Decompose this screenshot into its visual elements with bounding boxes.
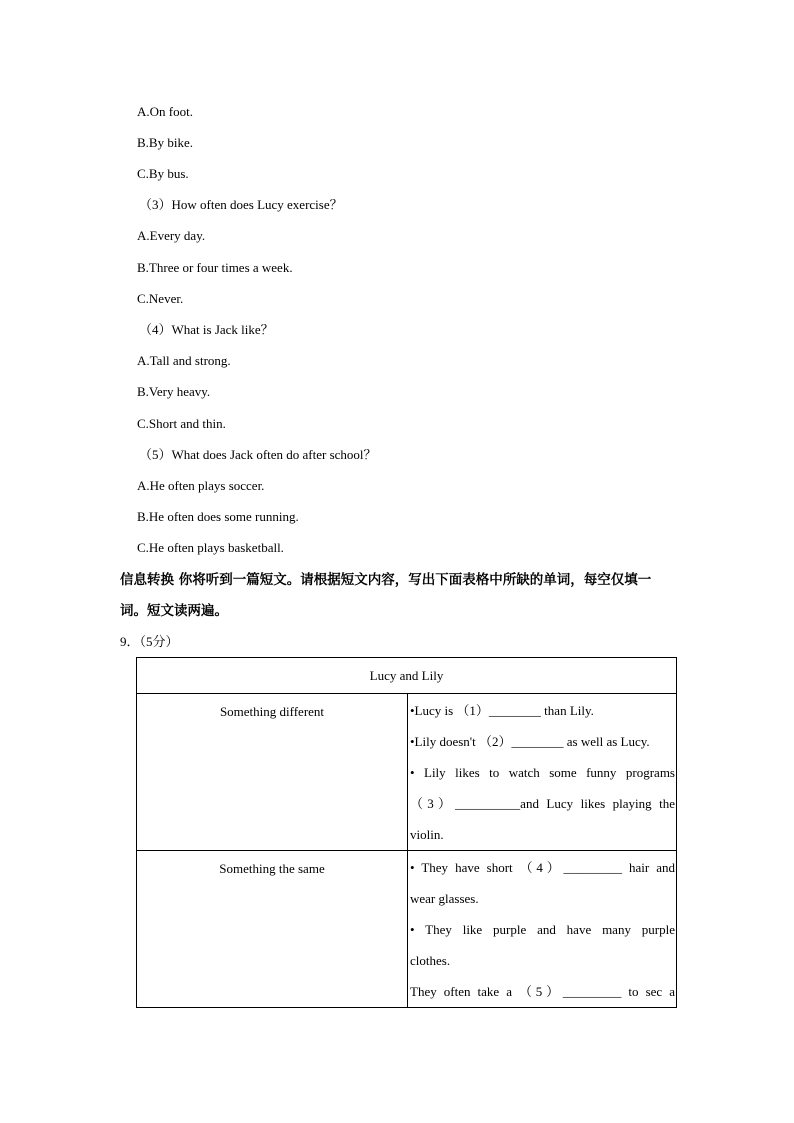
table-line: • They like purple and have many purple bbox=[410, 922, 675, 937]
table-line: clothes. bbox=[410, 953, 451, 968]
table-line: wear glasses. bbox=[410, 891, 479, 906]
option-q5-b: B.He often does some running. bbox=[137, 509, 299, 524]
row-content-same bbox=[408, 851, 677, 1008]
option-q2-c: C.By bus. bbox=[137, 166, 189, 181]
option-q4-c: C.Short and thin. bbox=[137, 416, 226, 431]
table-line: violin. bbox=[410, 827, 444, 842]
row-content-different bbox=[408, 694, 677, 851]
option-q3-c: C.Never. bbox=[137, 291, 184, 306]
option-q2-b: B.By bike. bbox=[137, 135, 193, 150]
row-label-different: Something different bbox=[137, 694, 408, 851]
question-4: （4）What is Jack like？ bbox=[139, 322, 274, 337]
table-title: Lucy and Lily bbox=[137, 658, 677, 694]
option-q3-b: B.Three or four times a week. bbox=[137, 260, 293, 275]
table-line: （3）__________and Lucy likes playing the bbox=[410, 796, 675, 811]
question-5: （5）What does Jack often do after school？ bbox=[139, 447, 377, 462]
table-line: • They have short （4）_________ hair and bbox=[410, 860, 675, 875]
option-q5-c: C.He often plays basketball. bbox=[137, 540, 284, 555]
option-q4-a: A.Tall and strong. bbox=[137, 353, 231, 368]
table-line: •Lily doesn't （2）________ as well as Lucy. bbox=[410, 734, 650, 749]
info-table bbox=[136, 657, 677, 1008]
table-line: • Lily likes to watch some funny programs bbox=[410, 765, 675, 780]
section-heading-line2: 词。短文读两遍。 bbox=[120, 603, 228, 619]
option-q3-a: A.Every day. bbox=[137, 228, 206, 243]
section-heading-line1: 信息转换 你将听到一篇短文。请根据短文内容，写出下面表格中所缺的单词，每空仅填一 bbox=[120, 572, 652, 588]
option-q5-a: A.He often plays soccer. bbox=[137, 478, 265, 493]
table-line: •Lucy is （1）________ than Lily. bbox=[410, 703, 594, 718]
table-line: They often take a （5）_________ to sec a bbox=[410, 984, 675, 999]
option-q2-a: A.On foot. bbox=[137, 104, 193, 119]
option-q4-b: B.Very heavy. bbox=[137, 384, 211, 399]
question-3: （3）How often does Lucy exercise？ bbox=[139, 197, 343, 212]
row-label-same: Something the same bbox=[137, 851, 408, 1008]
question-number-9: 9．（5分） bbox=[120, 634, 179, 649]
